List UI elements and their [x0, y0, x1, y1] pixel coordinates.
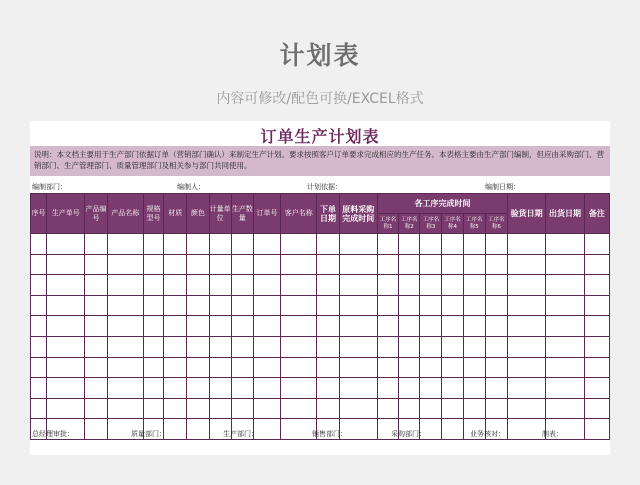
table-cell[interactable] — [339, 398, 377, 419]
col-header: 验货日期 — [508, 194, 546, 234]
table-cell[interactable] — [47, 234, 85, 255]
col-header: 客户名称 — [281, 194, 317, 234]
table-cell[interactable] — [546, 295, 584, 316]
sign-business-check[interactable]: 业务核对： — [470, 430, 505, 438]
process-col-header: 工序名称4 — [442, 214, 463, 234]
table-cell[interactable] — [546, 336, 584, 357]
table-cell[interactable] — [231, 316, 253, 337]
table-cell[interactable] — [107, 316, 143, 337]
table-cell[interactable] — [253, 275, 280, 296]
table-cell[interactable] — [85, 336, 107, 357]
table-cell[interactable] — [317, 357, 339, 378]
table-cell[interactable] — [399, 234, 420, 255]
col-header: 颜色 — [187, 194, 209, 234]
table-cell[interactable] — [164, 378, 187, 399]
table-cell[interactable] — [546, 234, 584, 255]
table-cell[interactable] — [253, 336, 280, 357]
table-cell[interactable] — [546, 357, 584, 378]
table-cell[interactable] — [281, 336, 317, 357]
table-cell[interactable] — [377, 398, 398, 419]
col-header: 材质 — [164, 194, 187, 234]
table-row — [31, 316, 610, 337]
signature-row — [30, 427, 610, 441]
table-cell[interactable] — [463, 254, 485, 275]
table-cell[interactable] — [187, 234, 209, 255]
table-cell[interactable] — [508, 378, 546, 399]
process-col-header: 工序名称5 — [463, 214, 485, 234]
table-cell[interactable] — [584, 275, 609, 296]
table-cell[interactable] — [107, 234, 143, 255]
table-cell[interactable] — [85, 295, 107, 316]
table-cell[interactable] — [187, 295, 209, 316]
table-cell[interactable] — [143, 234, 163, 255]
table-cell[interactable] — [85, 234, 107, 255]
table-cell[interactable] — [164, 357, 187, 378]
table-row — [31, 336, 610, 357]
table-cell[interactable] — [209, 275, 231, 296]
table-row — [31, 275, 610, 296]
table-cell[interactable] — [209, 398, 231, 419]
table-cell[interactable] — [339, 357, 377, 378]
table-cell[interactable] — [47, 357, 85, 378]
table-cell[interactable] — [508, 336, 546, 357]
table-cell[interactable] — [420, 378, 442, 399]
table-cell[interactable] — [584, 357, 609, 378]
table-cell[interactable] — [107, 398, 143, 419]
table-cell[interactable] — [377, 357, 398, 378]
table-cell[interactable] — [317, 295, 339, 316]
table-cell[interactable] — [442, 295, 463, 316]
table-cell[interactable] — [85, 316, 107, 337]
table-cell[interactable] — [463, 295, 485, 316]
table-row — [31, 378, 610, 399]
col-header: 序号 — [31, 194, 47, 234]
table-cell[interactable] — [187, 378, 209, 399]
table-cell[interactable] — [31, 378, 47, 399]
table-cell[interactable] — [584, 336, 609, 357]
table-cell[interactable] — [508, 254, 546, 275]
table-cell[interactable] — [546, 316, 584, 337]
table-cell[interactable] — [584, 254, 609, 275]
col-header: 生产单号 — [47, 194, 85, 234]
table-cell[interactable] — [485, 357, 507, 378]
process-col-header: 工序名称2 — [399, 214, 420, 234]
table-cell[interactable] — [546, 398, 584, 419]
table-cell[interactable] — [485, 295, 507, 316]
process-col-header: 工序名称6 — [485, 214, 507, 234]
table-cell[interactable] — [47, 295, 85, 316]
table-cell[interactable] — [442, 316, 463, 337]
table-cell[interactable] — [143, 295, 163, 316]
table-cell[interactable] — [209, 254, 231, 275]
table-cell[interactable] — [31, 357, 47, 378]
table-cell[interactable] — [231, 234, 253, 255]
table-cell[interactable] — [399, 316, 420, 337]
table-cell[interactable] — [47, 254, 85, 275]
table-cell[interactable] — [420, 398, 442, 419]
table-cell[interactable] — [253, 234, 280, 255]
table-cell[interactable] — [231, 295, 253, 316]
table-cell[interactable] — [420, 295, 442, 316]
table-cell[interactable] — [281, 234, 317, 255]
table-cell[interactable] — [485, 398, 507, 419]
table-cell[interactable] — [399, 254, 420, 275]
table-cell[interactable] — [209, 316, 231, 337]
table-cell[interactable] — [231, 378, 253, 399]
table-cell[interactable] — [209, 378, 231, 399]
table-cell[interactable] — [339, 316, 377, 337]
table-body — [31, 234, 610, 440]
table-cell[interactable] — [339, 234, 377, 255]
table-cell[interactable] — [143, 316, 163, 337]
table-cell[interactable] — [546, 275, 584, 296]
table-cell[interactable] — [143, 357, 163, 378]
table-row — [31, 254, 610, 275]
description-box: 说明：本文档主要用于生产部门依据订单（营销部门确认）来制定生产计划。要求按照客户订单要求完成相应的生产任务。本表格主要由生产部门编制，但应由采购部门、营销部门、生产管理部门、质量管理部门及相关参与部门共同使用。 — [30, 146, 610, 176]
table-cell[interactable] — [107, 357, 143, 378]
col-header: 订单号 — [253, 194, 280, 234]
table-cell[interactable] — [31, 254, 47, 275]
table-cell[interactable] — [143, 378, 163, 399]
table-cell[interactable] — [399, 295, 420, 316]
table-cell[interactable] — [31, 295, 47, 316]
table-cell[interactable] — [31, 336, 47, 357]
table-cell[interactable] — [317, 254, 339, 275]
table-cell[interactable] — [508, 357, 546, 378]
table-cell[interactable] — [317, 316, 339, 337]
col-header: 计量单位 — [209, 194, 231, 234]
table-cell[interactable] — [164, 316, 187, 337]
table-cell[interactable] — [399, 336, 420, 357]
col-header: 原料采购完成时间 — [339, 194, 377, 234]
sign-gm-approval[interactable]: 总经理审批： — [32, 430, 74, 438]
table-cell[interactable] — [107, 275, 143, 296]
table-cell[interactable] — [253, 295, 280, 316]
table-cell[interactable] — [377, 295, 398, 316]
table-cell[interactable] — [209, 295, 231, 316]
table-cell[interactable] — [584, 378, 609, 399]
meta-compiler[interactable]: 编制人： — [177, 183, 205, 191]
table-cell[interactable] — [253, 357, 280, 378]
plan-table — [30, 193, 610, 440]
page-title: 计划表 — [279, 41, 361, 70]
table-cell[interactable] — [584, 295, 609, 316]
table-cell[interactable] — [209, 336, 231, 357]
table-cell[interactable] — [442, 275, 463, 296]
table-cell[interactable] — [164, 295, 187, 316]
table-row — [31, 295, 610, 316]
table-cell[interactable] — [85, 254, 107, 275]
table-cell[interactable] — [399, 378, 420, 399]
table-cell[interactable] — [546, 254, 584, 275]
col-header: 规格型号 — [143, 194, 163, 234]
table-cell[interactable] — [442, 357, 463, 378]
meta-plan-basis[interactable]: 计划依据： — [307, 183, 342, 191]
spreadsheet-sheet — [30, 121, 610, 455]
table-cell[interactable] — [339, 295, 377, 316]
table-cell[interactable] — [281, 357, 317, 378]
table-cell[interactable] — [463, 336, 485, 357]
page-subtitle: 内容可修改/配色可换/EXCEL格式 — [216, 91, 424, 107]
sign-prepared-by[interactable]: 制表： — [542, 430, 563, 438]
table-cell[interactable] — [508, 234, 546, 255]
table-cell[interactable] — [442, 336, 463, 357]
table-cell[interactable] — [164, 398, 187, 419]
table-cell[interactable] — [485, 316, 507, 337]
table-cell[interactable] — [107, 336, 143, 357]
table-cell[interactable] — [231, 336, 253, 357]
table-cell[interactable] — [317, 234, 339, 255]
table-cell[interactable] — [377, 275, 398, 296]
table-cell[interactable] — [377, 316, 398, 337]
sign-purchasing[interactable]: 采购部门： — [391, 430, 426, 438]
table-cell[interactable] — [339, 254, 377, 275]
table-cell[interactable] — [420, 275, 442, 296]
col-header: 产品名称 — [107, 194, 143, 234]
table-cell[interactable] — [253, 254, 280, 275]
table-cell[interactable] — [187, 357, 209, 378]
table-cell[interactable] — [317, 398, 339, 419]
table-cell[interactable] — [463, 357, 485, 378]
table-cell[interactable] — [281, 378, 317, 399]
table-cell[interactable] — [231, 398, 253, 419]
table-cell[interactable] — [47, 336, 85, 357]
table-cell[interactable] — [107, 378, 143, 399]
col-header: 备注 — [584, 194, 609, 234]
table-cell[interactable] — [377, 336, 398, 357]
table-cell[interactable] — [339, 378, 377, 399]
col-header-process-group: 各工序完成时间 — [377, 194, 507, 214]
col-header: 出货日期 — [546, 194, 584, 234]
table-cell[interactable] — [187, 254, 209, 275]
table-cell[interactable] — [164, 254, 187, 275]
table-cell[interactable] — [399, 398, 420, 419]
table-row — [31, 357, 610, 378]
table-cell[interactable] — [85, 275, 107, 296]
table-cell[interactable] — [31, 398, 47, 419]
table-cell[interactable] — [420, 316, 442, 337]
meta-compile-dept[interactable]: 编制部门： — [32, 183, 67, 191]
table-cell[interactable] — [281, 254, 317, 275]
table-cell[interactable] — [420, 234, 442, 255]
table-cell[interactable] — [143, 398, 163, 419]
table-cell[interactable] — [508, 275, 546, 296]
sign-quality[interactable]: 质量部门： — [131, 430, 166, 438]
table-cell[interactable] — [317, 336, 339, 357]
table-cell[interactable] — [377, 234, 398, 255]
table-row — [31, 398, 610, 419]
table-cell[interactable] — [317, 378, 339, 399]
table-cell[interactable] — [584, 234, 609, 255]
table-row — [31, 234, 610, 255]
table-cell[interactable] — [442, 378, 463, 399]
table-cell[interactable] — [420, 254, 442, 275]
table-cell[interactable] — [231, 254, 253, 275]
table-cell[interactable] — [253, 316, 280, 337]
process-col-header: 工序名称3 — [420, 214, 442, 234]
table-cell[interactable] — [463, 234, 485, 255]
table-cell[interactable] — [584, 398, 609, 419]
process-col-header: 工序名称1 — [377, 214, 398, 234]
table-cell[interactable] — [463, 316, 485, 337]
col-header: 下单日期 — [317, 194, 339, 234]
table-cell[interactable] — [187, 336, 209, 357]
table-cell[interactable] — [339, 275, 377, 296]
table-cell[interactable] — [253, 398, 280, 419]
table-cell[interactable] — [47, 398, 85, 419]
table-cell[interactable] — [187, 398, 209, 419]
table-cell[interactable] — [143, 254, 163, 275]
table-cell[interactable] — [31, 316, 47, 337]
table-cell[interactable] — [281, 316, 317, 337]
table-cell[interactable] — [485, 336, 507, 357]
table-cell[interactable] — [339, 336, 377, 357]
table-cell[interactable] — [281, 295, 317, 316]
table-cell[interactable] — [442, 398, 463, 419]
table-cell[interactable] — [164, 336, 187, 357]
table-cell[interactable] — [107, 254, 143, 275]
table-cell[interactable] — [107, 295, 143, 316]
table-cell[interactable] — [187, 316, 209, 337]
table-cell[interactable] — [317, 275, 339, 296]
table-cell[interactable] — [47, 316, 85, 337]
document-title: 订单生产计划表 — [260, 127, 380, 146]
table-cell[interactable] — [442, 254, 463, 275]
table-cell[interactable] — [485, 254, 507, 275]
table-cell[interactable] — [281, 398, 317, 419]
table-cell[interactable] — [463, 398, 485, 419]
table-cell[interactable] — [463, 378, 485, 399]
table-cell[interactable] — [420, 357, 442, 378]
table-cell[interactable] — [209, 234, 231, 255]
table-cell[interactable] — [187, 275, 209, 296]
table-cell[interactable] — [485, 275, 507, 296]
table-cell[interactable] — [164, 234, 187, 255]
table-cell[interactable] — [508, 295, 546, 316]
table-cell[interactable] — [143, 275, 163, 296]
col-header: 生产数量 — [231, 194, 253, 234]
sign-production[interactable]: 生产部门： — [223, 430, 258, 438]
table-cell[interactable] — [231, 357, 253, 378]
table-cell[interactable] — [508, 398, 546, 419]
table-cell[interactable] — [442, 234, 463, 255]
table-cell[interactable] — [85, 378, 107, 399]
table-cell[interactable] — [399, 357, 420, 378]
col-header: 产品编号 — [85, 194, 107, 234]
table-cell[interactable] — [584, 316, 609, 337]
table-cell[interactable] — [85, 357, 107, 378]
table-cell[interactable] — [31, 234, 47, 255]
table-cell[interactable] — [485, 378, 507, 399]
table-cell[interactable] — [485, 234, 507, 255]
table-cell[interactable] — [47, 378, 85, 399]
table-cell[interactable] — [253, 378, 280, 399]
table-cell[interactable] — [143, 336, 163, 357]
table-cell[interactable] — [420, 336, 442, 357]
table-cell[interactable] — [31, 275, 47, 296]
table-cell[interactable] — [508, 316, 546, 337]
table-cell[interactable] — [209, 357, 231, 378]
table-cell[interactable] — [377, 254, 398, 275]
sign-sales[interactable]: 销售部门： — [312, 430, 347, 438]
table-cell[interactable] — [231, 275, 253, 296]
table-cell[interactable] — [164, 275, 187, 296]
table-cell[interactable] — [463, 275, 485, 296]
table-cell[interactable] — [377, 378, 398, 399]
table-cell[interactable] — [546, 378, 584, 399]
table-cell[interactable] — [85, 398, 107, 419]
meta-compile-date[interactable]: 编制日期： — [485, 183, 520, 191]
table-cell[interactable] — [399, 275, 420, 296]
table-cell[interactable] — [281, 275, 317, 296]
table-cell[interactable] — [47, 275, 85, 296]
